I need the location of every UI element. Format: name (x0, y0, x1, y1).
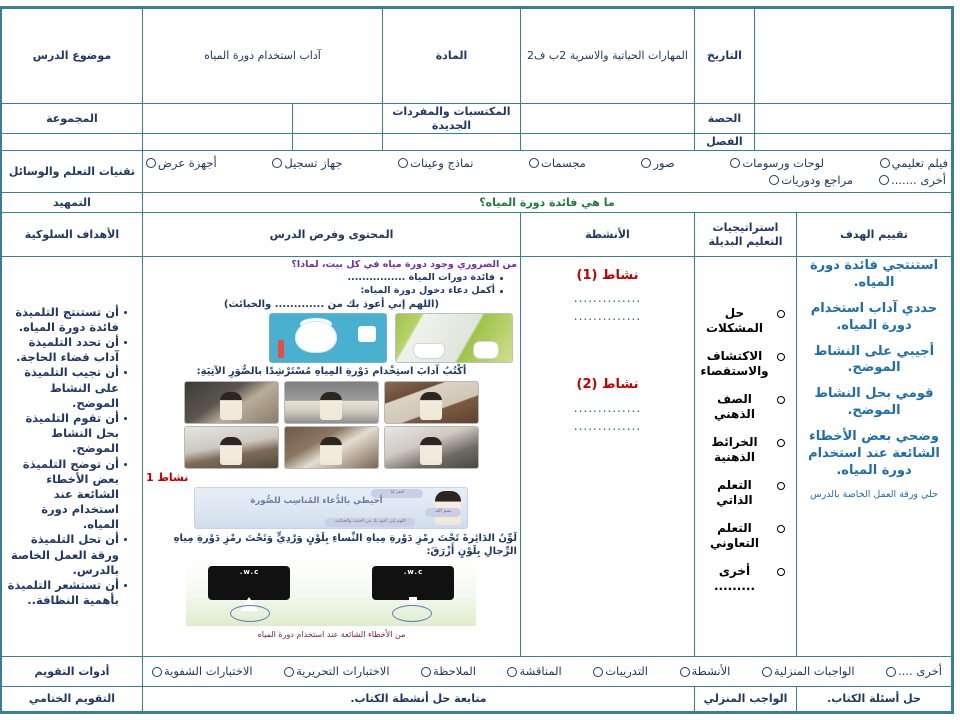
lesson-photo (184, 426, 279, 469)
content-footer-note: من الأخطاء الشائعة عند استخدام دورة المياه (257, 630, 406, 640)
date-label: التاريخ (694, 8, 754, 104)
blank-cell-4 (520, 134, 694, 151)
lesson-photo (284, 381, 379, 424)
girl-figure-icon (320, 392, 342, 420)
intro-value: ما هي فائدة دورة المياه؟ (142, 193, 952, 213)
activity-1-line-1[interactable]: .............. (573, 291, 642, 306)
tool-observation-label: الملاحظة (433, 664, 476, 679)
tool-observation[interactable] (421, 664, 476, 678)
bathroom-photos (146, 313, 517, 363)
teaching-aids-line-2 (146, 173, 948, 187)
group-spacer-1 (292, 103, 382, 134)
blank-cells-1 (754, 8, 952, 104)
vocab-value-cell (520, 103, 694, 134)
girl-figure-icon (420, 392, 442, 420)
main-header-row (0, 213, 952, 257)
checkbox-icon[interactable] (507, 667, 517, 677)
class-label: الفصل (694, 134, 754, 151)
checkbox-icon[interactable] (272, 158, 282, 168)
main-body-row (0, 257, 952, 657)
aid-projector-label: أجهزة عرض (158, 156, 217, 171)
strategies-list (698, 306, 793, 594)
tool-activities-label: الأنشطة (691, 664, 731, 679)
aid-film-label: فيلم تعليمي (891, 156, 948, 171)
lesson-photo (184, 381, 279, 424)
tool-other-label: أخرى .... (898, 664, 942, 679)
evaluation-cell (797, 257, 953, 657)
aid-charts-label: لوحات ورسومات (742, 156, 825, 171)
strategy-item[interactable]: الصف الذهني (698, 392, 793, 422)
checkbox-icon[interactable] (879, 175, 889, 185)
checkbox-icon[interactable] (421, 667, 431, 677)
aid-samples[interactable] (398, 156, 473, 170)
wc-sign-label: w.c. (403, 568, 424, 577)
homework-value: حل أسئلة الكتاب. (797, 687, 953, 713)
toilet-brush-shape (278, 340, 284, 358)
tool-activities[interactable] (680, 664, 731, 678)
evaluation-item: أجيبي على النشاط الموضح. (813, 343, 935, 376)
header-row-1 (0, 8, 952, 104)
objective-item: أن تحدد التلميذة آداب قضاء الحاجة. (5, 335, 127, 365)
speech-bubble: بسم الله (425, 508, 461, 517)
objective-item: أن تقوم التلميذة بحل النشاط الموضح. (5, 411, 127, 457)
checkbox-icon[interactable] (529, 158, 539, 168)
blank-cells-2 (754, 103, 952, 134)
strategy-item[interactable]: الاكتشاف والاستقصاء (698, 349, 793, 379)
material-label: المادة (382, 8, 520, 104)
objective-item: أن تجيب التلميذة على النشاط الموضح. (5, 365, 127, 411)
blank-cell-5 (382, 134, 520, 151)
aid-models-label: مجسمات (541, 156, 586, 171)
tool-exercises-label: التدريبات (605, 664, 648, 679)
header-row-3 (0, 134, 952, 151)
assessment-tools-cell (142, 657, 952, 687)
header-strategies: استراتيجيات التعليم البديلة (694, 213, 796, 257)
checkbox-icon[interactable] (762, 667, 772, 677)
dua-banner (194, 487, 468, 529)
evaluation-item: استنتجي فائدة دورة المياه. (809, 258, 939, 290)
activity-2-line-2[interactable]: .............. (573, 418, 642, 433)
content-dua: (اللهم إني أعوذ بك من ............. والخبائث) (223, 298, 440, 310)
activities-wrapper (524, 258, 691, 435)
girl-figure-icon (320, 437, 342, 465)
header-objectives: الأهداف السلوكية (0, 213, 142, 257)
evaluation-note: حلي ورقة العمل الخاصة بالدرس (810, 488, 938, 500)
tool-written-tests[interactable] (284, 664, 389, 678)
header-activities: الأنشطة (520, 213, 694, 257)
aid-samples-label: نماذج وعينات (410, 156, 474, 171)
activities-gap (524, 325, 691, 377)
subject-label: موضوع الدرس (0, 8, 142, 104)
content-bullet: فائدة دورات المياة ................ (146, 272, 503, 285)
girl-figure-icon (220, 437, 242, 465)
tool-homework-label: الواجبات المنزلية (773, 664, 855, 679)
aid-pictures-label: صور (653, 156, 675, 171)
aid-recorder[interactable] (272, 156, 342, 170)
period-label: الحصة (694, 103, 754, 134)
objective-item: أن تستنتج التلميذة فائدة دورة المياه. (5, 305, 127, 335)
subject-value: آداب استخدام دورة المياه (142, 8, 382, 104)
speech-bubble: اللهم إني أعوذ بك من الخبث والخبائث (325, 518, 415, 527)
tool-discussion[interactable] (507, 664, 561, 678)
checkbox-icon[interactable] (284, 667, 294, 677)
color-circle-men[interactable] (392, 605, 432, 622)
checkbox-icon[interactable] (641, 158, 651, 168)
content-question: من الضروري وجود دورة مياه في كل بيت، لماذا؟ (291, 259, 517, 270)
lesson-photo (284, 426, 379, 469)
vocab-label: المكتسبات والمفردات الجديدة (382, 103, 520, 134)
final-evaluation-row (0, 687, 952, 713)
strategy-item[interactable]: التعلم الذاتي (698, 478, 793, 508)
bathroom-photo-icon (395, 313, 513, 363)
tool-homework[interactable] (762, 664, 855, 678)
final-evaluation-label: التقويم الختامي (0, 687, 142, 713)
teaching-aids-line-1 (146, 156, 948, 170)
group-label: المجموعة (0, 103, 142, 134)
aid-references[interactable] (769, 173, 853, 187)
objective-item: أن توضح التلميذة بعض الأخطاء الشائعة عند استخدام دورة المياه. (5, 457, 127, 533)
lesson-photo (384, 381, 479, 424)
blank-cell-8 (0, 134, 142, 151)
objective-item: أن تستشعر التلميذة بأهمية النظافة.. (5, 578, 127, 608)
tool-discussion-label: المناقشة (519, 664, 562, 679)
aid-other[interactable] (879, 173, 946, 187)
checkbox-icon[interactable] (398, 158, 408, 168)
content-instruction: أكْتُبُ آدابَ استِخْدام دَوْرةِ المِياهِ مُسْتَرْشِدًا بالصُّوَرِ الآتِيَةِ: (196, 366, 467, 377)
evaluation-item: حددي آداب استخدام دورة المياه. (810, 300, 938, 333)
aid-pictures[interactable] (641, 156, 674, 170)
material-value: المهارات الحياتية والاسرية 2ب ف2 (520, 8, 694, 104)
aid-other-label: أخرى ....... (891, 172, 946, 187)
tool-oral-tests[interactable] (152, 664, 253, 678)
checkbox-icon[interactable] (680, 667, 690, 677)
header-row-2 (0, 103, 952, 134)
photo-row-1 (146, 381, 517, 424)
tissue-roll-shape (358, 326, 376, 342)
header-content: المحتوى وفرض الدرس (142, 213, 520, 257)
checkbox-icon[interactable] (880, 158, 890, 168)
tool-oral-tests-label: الاختبارات الشفوية (163, 664, 253, 679)
assessment-tools-row (0, 657, 952, 687)
checkbox-icon[interactable] (146, 158, 156, 168)
evaluation-item: وضحي بعض الأخطاء الشائعة عند استخدام دورة المياه. (808, 429, 940, 478)
assessment-tools-label: أدوات التقويم (0, 657, 142, 687)
strategy-item[interactable]: حل المشكلات (698, 306, 793, 336)
aid-models[interactable] (529, 156, 586, 170)
objective-item: أن تحل التلميذة ورقة العمل الخاصة بالدرس. (5, 532, 127, 578)
activity-2-name: نشاط (2) (576, 377, 639, 393)
activity-1-name: نشاط (1) (576, 268, 639, 283)
toilet-shape (474, 342, 498, 358)
wc-signs-group (186, 560, 476, 626)
strategies-cell (694, 257, 796, 657)
tool-exercises[interactable] (593, 664, 648, 678)
photo-row-2 (146, 426, 517, 469)
teaching-aids-row (0, 151, 952, 193)
wc-sign-label: w.c. (239, 568, 260, 577)
lesson-photo (384, 426, 479, 469)
strategy-item[interactable]: التعلم التعاوني (698, 521, 793, 551)
aid-film[interactable] (880, 156, 948, 170)
strategy-item[interactable]: الخرائط الذهنية (698, 435, 793, 465)
aid-recorder-label: جهاز تسجيل (284, 156, 343, 171)
followup-value: متابعة حل أنشطة الكتاب. (142, 687, 694, 713)
activity-2-line-1[interactable]: .............. (573, 400, 642, 415)
toilet-illustration-icon (269, 313, 387, 363)
blank-cell-6 (292, 134, 382, 151)
color-circle-women[interactable] (230, 605, 270, 622)
toilet-bowl-shape (296, 322, 336, 352)
aid-references-label: مراجع ودوريات (781, 172, 854, 187)
teaching-aids-label: تقنيات التعلم والوسائل (0, 151, 142, 193)
checkbox-icon[interactable] (730, 158, 740, 168)
content-bullet: أكمل دعاء دخول دورة المياه: (146, 285, 503, 298)
evaluation-item: قومي بحل النشاط الموضح. (814, 386, 934, 419)
strategy-item[interactable]: أخرى ......... (698, 564, 793, 594)
wc-sign-women[interactable] (208, 566, 290, 600)
assessment-tools-list (146, 662, 948, 680)
intro-label: التمهيد (0, 193, 142, 213)
girl-figure-icon (420, 437, 442, 465)
tool-other[interactable] (886, 664, 942, 678)
group-spacer-2 (142, 103, 292, 134)
aid-projector[interactable] (146, 156, 217, 170)
lesson-plan-table (0, 6, 954, 714)
content-bullets (146, 272, 517, 298)
tool-written-tests-label: الاختبارات التحريرية (296, 664, 390, 679)
objectives-list (5, 305, 139, 608)
content-cell (142, 257, 520, 657)
activity-1-line-2[interactable]: .............. (573, 309, 642, 324)
checkbox-icon[interactable] (769, 175, 779, 185)
objectives-cell (0, 257, 142, 657)
homework-label: الواجب المنزلي (694, 687, 796, 713)
content-activity-label: نشاط 1 (145, 470, 189, 484)
banner-text: أحيطي بالدُّعاء المُناسِب للصُّورة (250, 496, 383, 507)
sink-shape (414, 344, 444, 358)
activities-cell (520, 257, 694, 657)
aid-charts[interactable] (730, 156, 824, 170)
girl-figure-icon (220, 392, 242, 420)
speech-bubble: اغفر لنا (371, 489, 423, 498)
header-evaluation: تقييم الهدف (797, 213, 953, 257)
teaching-aids-cell (142, 151, 952, 193)
checkbox-icon[interactable] (886, 667, 896, 677)
checkbox-icon[interactable] (152, 667, 162, 677)
intro-row (0, 193, 952, 213)
checkbox-icon[interactable] (593, 667, 603, 677)
content-color-task: لَوِّنُ الدَائِرةَ تَحْتَ رمْزِ دَوْرةِ مِياهِ النِّساءِ بِلَوْنٍ وَرْدِيٍّ وَتَحْتَ رمْزِ دَوْرةِ مِياهِ الرِّجالِ بِلَوْنٍ أَزْرَقَ: (173, 533, 517, 558)
blank-cells-3 (754, 134, 952, 151)
blank-cell-7 (142, 134, 292, 151)
wc-sign-men[interactable] (372, 566, 454, 600)
woman-pictogram-icon (240, 584, 258, 598)
